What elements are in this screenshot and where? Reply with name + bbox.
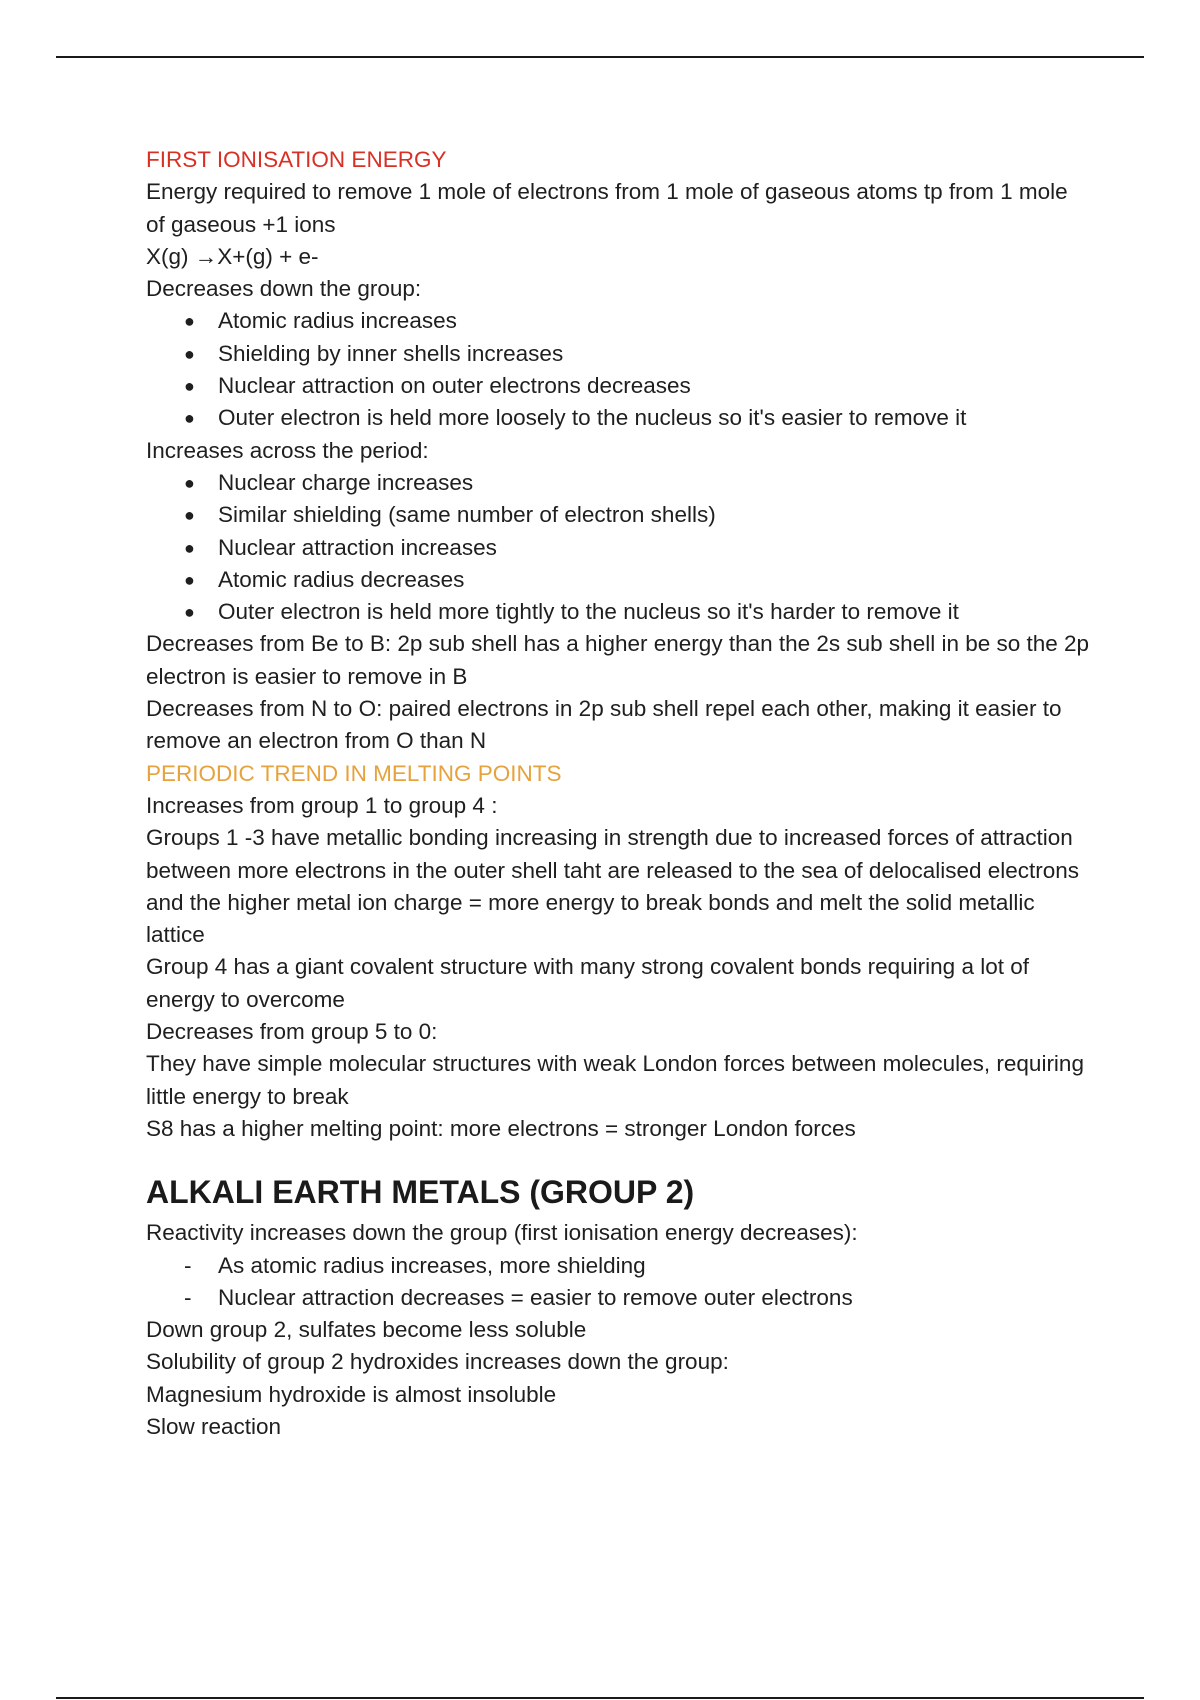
section-heading-melting: PERIODIC TREND IN MELTING POINTS [146, 760, 562, 786]
sulfates-note: Down group 2, sulfates become less soluble [146, 1317, 587, 1343]
reactivity-list [146, 1250, 1090, 1315]
melting-increase-intro: Increases from group 1 to group 4 : [146, 792, 498, 818]
bullet-dot-icon: ● [184, 311, 195, 332]
document-body [146, 144, 1090, 1443]
down-group-list [146, 305, 1090, 434]
down-group-intro: Decreases down the group: [146, 276, 422, 302]
list-item: ● Atomic radius increases [146, 305, 1090, 337]
bullet-dash-icon: - [184, 1252, 192, 1278]
list-item: - As atomic radius increases, more shielding [146, 1250, 1090, 1282]
bullet-dot-icon: ● [184, 505, 195, 526]
be-to-b-note: Decreases from Be to B: 2p sub shell has a higher energy than the 2s sub shell in be so the 2p electron is easier to remove in B [146, 631, 1090, 689]
melting-decrease-intro: Decreases from group 5 to 0: [146, 1019, 438, 1045]
bullet-dash-icon: - [184, 1284, 192, 1310]
n-to-o-note: Decreases from N to O: paired electrons in 2p sub shell repel each other, making it easier to remove an electron from O than N [146, 696, 1062, 754]
across-period-intro: Increases across the period: [146, 437, 429, 463]
across-period-list [146, 467, 1090, 628]
list-item: ● Similar shielding (same number of electron shells) [146, 499, 1090, 531]
bullet-dot-icon: ● [184, 537, 195, 558]
melting-s8: S8 has a higher melting point: more electrons = stronger London forces [146, 1115, 856, 1141]
bullet-dot-icon: ● [184, 472, 195, 493]
bullet-dot-icon: ● [184, 343, 195, 364]
list-item: ● Nuclear attraction increases [146, 532, 1090, 564]
footer-rule [56, 1697, 1144, 1699]
list-item: ● Outer electron is held more tightly to the nucleus so it's harder to remove it [146, 596, 1090, 628]
bullet-dot-icon: ● [184, 376, 195, 397]
slow-reaction-note: Slow reaction [146, 1413, 282, 1439]
reactivity-intro: Reactivity increases down the group (first ionisation energy decreases): [146, 1220, 858, 1246]
hydroxides-note: Solubility of group 2 hydroxides increases down the group: [146, 1349, 729, 1375]
section-heading-ionisation: FIRST IONISATION ENERGY [146, 147, 447, 172]
list-item: - Nuclear attraction decreases = easier to remove outer electrons [146, 1282, 1090, 1314]
bullet-dot-icon: ● [184, 569, 195, 590]
ionisation-equation: X(g) →X+(g) + e- [146, 243, 319, 269]
melting-groups-1-3: Groups 1 -3 have metallic bonding increasing in strength due to increased forces of attraction between more electrons in the outer shell taht are released to the sea of delocalised electrons and the higher metal ion charge = more energy to break bonds and melt the solid metallic lattice [146, 825, 1080, 948]
ionisation-definition: Energy required to remove 1 mole of electrons from 1 mole of gaseous atoms tp from 1 mole of gaseous +1 ions [146, 179, 1068, 237]
bullet-dot-icon: ● [184, 408, 195, 429]
list-item: ● Outer electron is held more loosely to the nucleus so it's easier to remove it [146, 402, 1090, 434]
list-item: ● Nuclear attraction on outer electrons decreases [146, 370, 1090, 402]
list-item: ● Atomic radius decreases [146, 564, 1090, 596]
list-item: ● Nuclear charge increases [146, 467, 1090, 499]
header-rule [56, 56, 1144, 58]
section-heading-group2: ALKALI EARTH METALS (GROUP 2) [146, 1174, 695, 1211]
melting-simple-molecular: They have simple molecular structures with weak London forces between molecules, requiring little energy to break [146, 1051, 1084, 1109]
magnesium-note: Magnesium hydroxide is almost insoluble [146, 1381, 557, 1407]
bullet-dot-icon: ● [184, 602, 195, 623]
list-item: ● Shielding by inner shells increases [146, 338, 1090, 370]
melting-group-4: Group 4 has a giant covalent structure with many strong covalent bonds requiring a lot of energy to overcome [146, 954, 1029, 1012]
